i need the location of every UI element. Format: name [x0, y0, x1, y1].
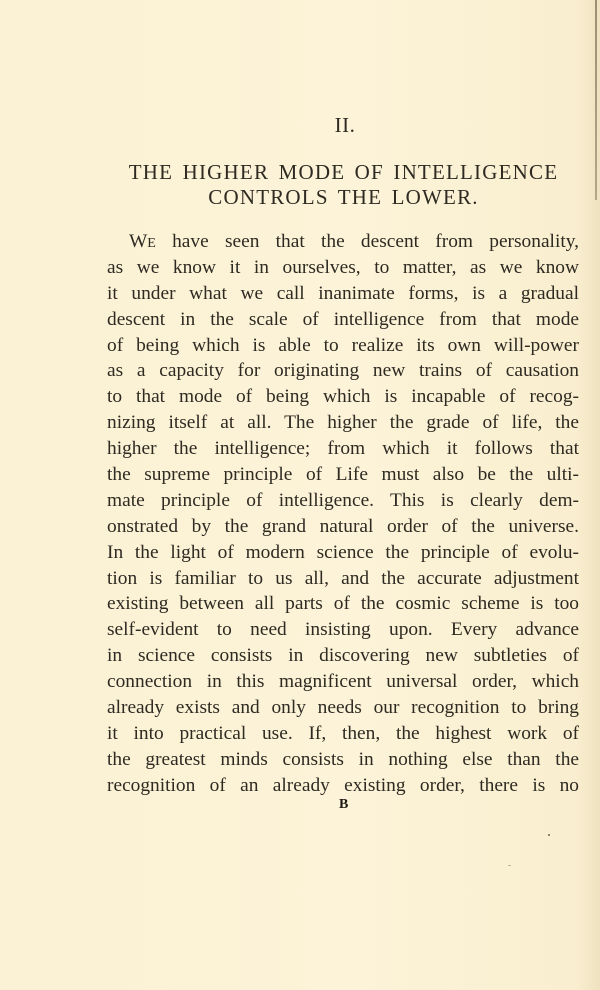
text-line: of being which is able to realize its own will-power	[107, 334, 579, 356]
paper-speck	[548, 834, 550, 836]
text-line: higher the intelligence; from which it follows that	[107, 438, 579, 460]
text-line	[107, 229, 579, 255]
text-line: to that mode of being which is incapable of recog-	[107, 386, 579, 408]
opening-smallcaps: We	[129, 231, 156, 252]
text-line: existing between all parts of the cosmic scheme is too	[107, 593, 579, 615]
text-line: in science consists in discovering new subtleties of	[107, 645, 579, 667]
text-line: mate principle of intelligence. This is clearly dem-	[107, 489, 579, 511]
text-line: connection in this magnificent universal order, which	[107, 671, 579, 693]
text-line: recognition of an already existing order, there is no	[107, 774, 579, 796]
chapter-number: II.	[334, 113, 356, 137]
text-line: as we know it in ourselves, to matter, as we know	[107, 256, 579, 278]
page-edge-shadow	[595, 0, 597, 200]
paper-speck	[508, 865, 511, 866]
text-line: nizing itself at all. The higher the grade of life, the	[107, 412, 579, 434]
text-line: onstrated by the grand natural order of the universe.	[107, 515, 579, 537]
text-line: In the light of modern science the principle of evolu-	[107, 541, 579, 563]
text-line: as a capacity for originating new trains of causation	[107, 360, 579, 382]
body-paragraph	[107, 229, 579, 799]
chapter-title-line-1: THE HIGHER MODE OF INTELLIGENCE	[128, 160, 559, 184]
text-line: the supreme principle of Life must also be the ulti-	[107, 464, 579, 486]
chapter-title-line-2: CONTROLS THE LOWER.	[208, 185, 479, 209]
text-line: self-evident to need insisting upon. Every advance	[107, 619, 579, 641]
text-line-content: have seen that the descent from personality,	[155, 231, 579, 252]
text-line: it into practical use. If, then, the highest work of	[107, 722, 579, 744]
text-line: the greatest minds consists in nothing else than the	[107, 748, 579, 770]
text-line: it under what we call inanimate forms, is a gradual	[107, 282, 579, 304]
text-line: descent in the scale of intelligence from that mode	[107, 308, 579, 330]
text-line: already exists and only needs our recognition to bring	[107, 697, 579, 719]
text-line: tion is familiar to us all, and the accurate adjustment	[107, 567, 579, 589]
chapter-title	[107, 160, 580, 210]
printer-signature-mark: B	[339, 797, 349, 812]
